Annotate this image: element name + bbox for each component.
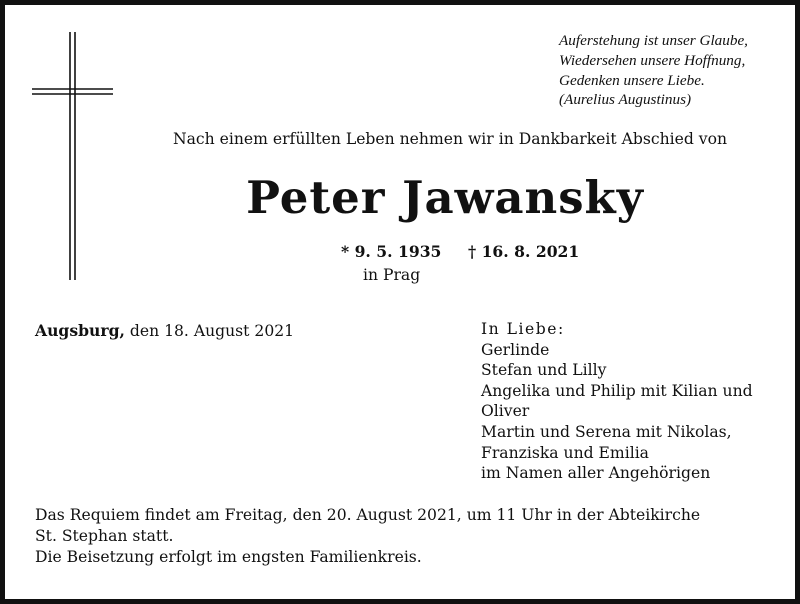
family-member: im Namen aller Angehörigen xyxy=(481,464,711,483)
poem-author: (Aurelius Augustinus) xyxy=(559,91,692,109)
family-member: Franziska und Emilia xyxy=(481,443,649,462)
birth-date: * 9. 5. 1935 xyxy=(341,242,442,261)
date-text: den 18. August 2021 xyxy=(124,322,295,340)
poem-quote xyxy=(559,31,794,110)
family-list xyxy=(481,319,786,484)
poem-line: Auferstehung ist unser Glaube, xyxy=(559,32,748,49)
family-member: Gerlinde xyxy=(481,340,550,359)
family-member: Martin und Serena mit Nikolas, xyxy=(481,422,732,441)
intro-text: Nach einem erfüllten Leben nehmen wir in Dankbarkeit Abschied von xyxy=(172,130,728,148)
cross-icon xyxy=(30,32,120,284)
deceased-name: Peter Jawansky xyxy=(246,171,644,224)
service-line: Die Beisetzung erfolgt im engsten Familienkreis. xyxy=(35,547,422,566)
service-line: St. Stephan statt. xyxy=(35,526,174,545)
service-info xyxy=(35,505,785,567)
city-name: Augsburg, xyxy=(35,321,125,340)
poem-line: Gedenken unsere Liebe. xyxy=(559,71,705,89)
service-line: Das Requiem findet am Freitag, den 20. August 2021, um 11 Uhr in der Abteikirche xyxy=(35,506,701,524)
death-date: † 16. 8. 2021 xyxy=(468,242,580,261)
family-member: Angelika und Philip mit Kilian und xyxy=(481,381,753,400)
family-member: Stefan und Lilly xyxy=(481,361,607,380)
family-header: In Liebe: xyxy=(481,320,565,338)
place-date xyxy=(35,321,294,340)
poem-line: Wiedersehen unsere Hoffnung, xyxy=(559,51,746,69)
family-member: Oliver xyxy=(481,402,530,421)
birthplace: in Prag xyxy=(363,266,421,284)
